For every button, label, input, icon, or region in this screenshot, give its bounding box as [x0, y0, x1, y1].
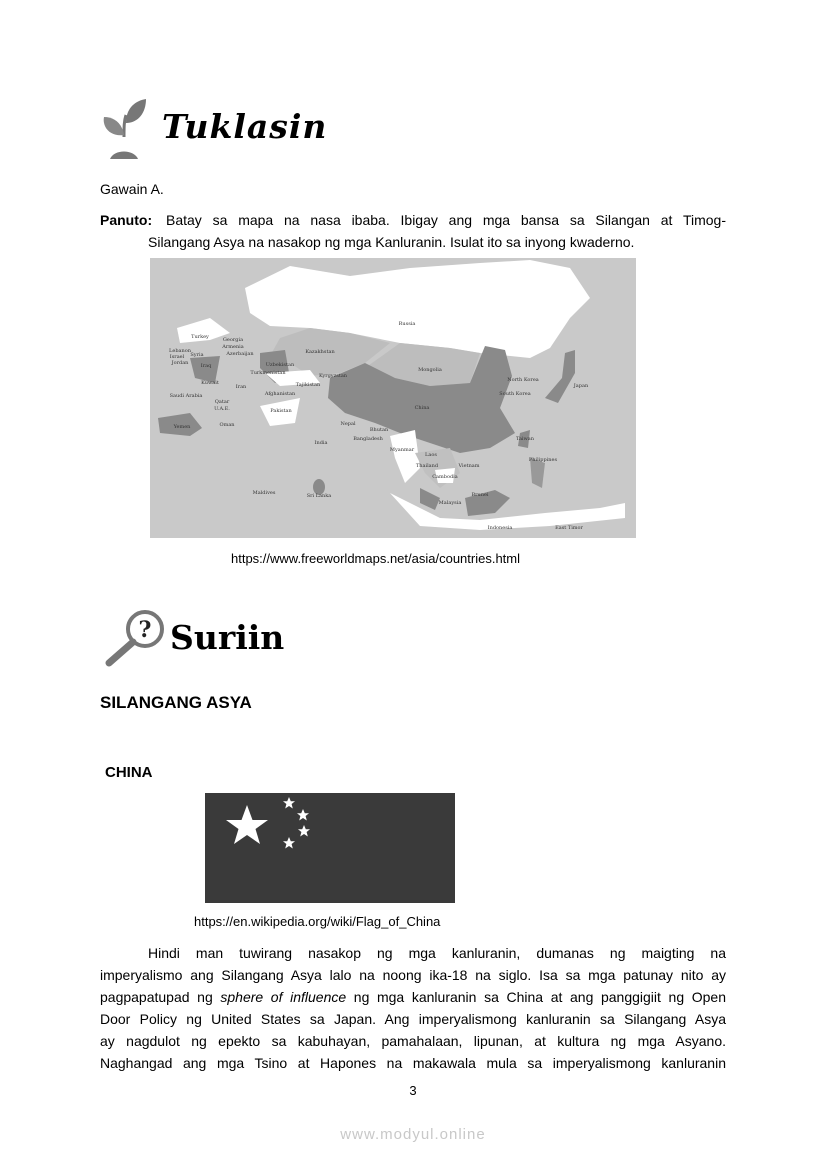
- map-label: Azerbaijan: [226, 351, 254, 357]
- map-label: North Korea: [507, 377, 539, 383]
- svg-text:?: ?: [138, 617, 152, 643]
- instruction-line-1: Batay sa mapa na nasa ibaba. Ibigay ang mga bansa sa Silangan at Timog-: [166, 212, 726, 228]
- section-heading: SILANGANG ASYA: [100, 693, 252, 712]
- map-label: Kyrgyzstan: [318, 373, 348, 379]
- map-label: Myanmar: [389, 447, 415, 453]
- map-label: Israel: [169, 354, 185, 360]
- map-label: Jordan: [171, 360, 189, 366]
- map-label: Qatar: [214, 399, 230, 405]
- asia-map-shapes: [150, 258, 636, 538]
- map-source-link[interactable]: https://www.freeworldmaps.net/asia/countries.html: [231, 551, 521, 566]
- map-label: Malaysia: [438, 500, 462, 506]
- china-flag: [205, 793, 455, 903]
- map-label: Tajikistan: [295, 382, 321, 388]
- paragraph-line: [100, 986, 726, 1008]
- map-label: Bangladesh: [353, 436, 383, 442]
- map-label: Laos: [425, 452, 437, 458]
- map-label: Russia: [398, 321, 416, 327]
- map-label: Mongolia: [418, 367, 442, 373]
- map-label: Taiwan: [515, 436, 535, 442]
- watermark: www.modyul.online: [340, 1126, 486, 1143]
- map-label: Georgia: [222, 337, 244, 343]
- map-label: Cambodia: [432, 474, 458, 480]
- map-label: Turkmenistan: [250, 370, 286, 376]
- map-label: Kazakhstan: [305, 349, 335, 355]
- paragraph-line: ay nagdulot ng epekto sa kabuhayan, pamahalaan, lipunan, at kultura ng mga Asyano.: [100, 1033, 726, 1049]
- map-label: Lebanon: [169, 348, 191, 354]
- map-label: Oman: [219, 422, 235, 428]
- map-label: Syria: [190, 352, 204, 358]
- instruction-line-2: Silangang Asya na nasakop ng mga Kanluranin. Isulat ito sa inyong kwaderno.: [148, 234, 635, 250]
- map-label: Philippines: [528, 457, 558, 463]
- section-title-tuklasin: Tuklasin: [162, 107, 328, 146]
- flag-stars-icon: [205, 793, 455, 903]
- map-label: Yemen: [173, 424, 191, 430]
- map-label: Armenia: [222, 344, 244, 350]
- instruction-label: Panuto:: [100, 212, 153, 228]
- section-title-suriin: Suriin: [170, 618, 285, 657]
- map-label: Bhutan: [369, 427, 389, 433]
- map-label: India: [314, 440, 328, 446]
- activity-label: Gawain A.: [100, 181, 164, 197]
- map-label: East Timor: [555, 525, 583, 531]
- map-label: Kuwait: [201, 380, 219, 386]
- body-paragraph: [100, 942, 726, 1074]
- text: ng mga kanluranin sa China at ang panggigiit ng Open: [346, 989, 726, 1005]
- paragraph-line: Door Policy ng United States sa Japan. Ang imperyalismong kanluranin sa Silangang Asya: [100, 1011, 726, 1027]
- map-label: Vietnam: [458, 463, 480, 469]
- flag-source-link[interactable]: https://en.wikipedia.org/wiki/Flag_of_China: [194, 914, 441, 929]
- map-label: Pakistan: [270, 408, 292, 414]
- seedling-icon: [100, 97, 148, 163]
- map-label: South Korea: [499, 391, 531, 397]
- map-label: Indonesia: [487, 525, 513, 531]
- map-label: Turkey: [191, 334, 209, 340]
- map-label: Maldives: [252, 490, 276, 496]
- map-label: U.A.E.: [214, 406, 230, 412]
- map-label: Iran: [235, 384, 247, 390]
- text: pagpapatupad ng: [100, 989, 221, 1005]
- map-label: China: [414, 405, 430, 411]
- map-label: Iraq: [200, 363, 212, 369]
- map-label: Thailand: [415, 463, 439, 469]
- asia-map: [150, 258, 636, 538]
- paragraph-line: imperyalismo ang Silangang Asya lalo na noong ika-18 na siglo. Isa sa mga patunay nito ay: [100, 967, 726, 983]
- magnifier-question-icon: [103, 607, 167, 669]
- page-number: 3: [409, 1083, 417, 1098]
- paragraph-line: Naghangad ang mga Tsino at Hapones na makawala mula sa imperyalismong kanluranin: [100, 1055, 726, 1071]
- map-label: Sri Lanka: [306, 493, 332, 499]
- map-label: Japan: [573, 383, 589, 389]
- map-label: Brunei: [471, 492, 489, 498]
- italic-term: sphere of influence: [220, 989, 347, 1005]
- map-label: Saudi Arabia: [169, 393, 203, 399]
- subsection-heading: CHINA: [105, 764, 153, 781]
- map-label: Uzbekistan: [265, 362, 295, 368]
- paragraph-line: Hindi man tuwirang nasakop ng mga kanluranin, dumanas ng maigting na: [148, 945, 726, 961]
- map-label: Afghanistan: [264, 391, 296, 397]
- map-label: Nepal: [340, 421, 356, 427]
